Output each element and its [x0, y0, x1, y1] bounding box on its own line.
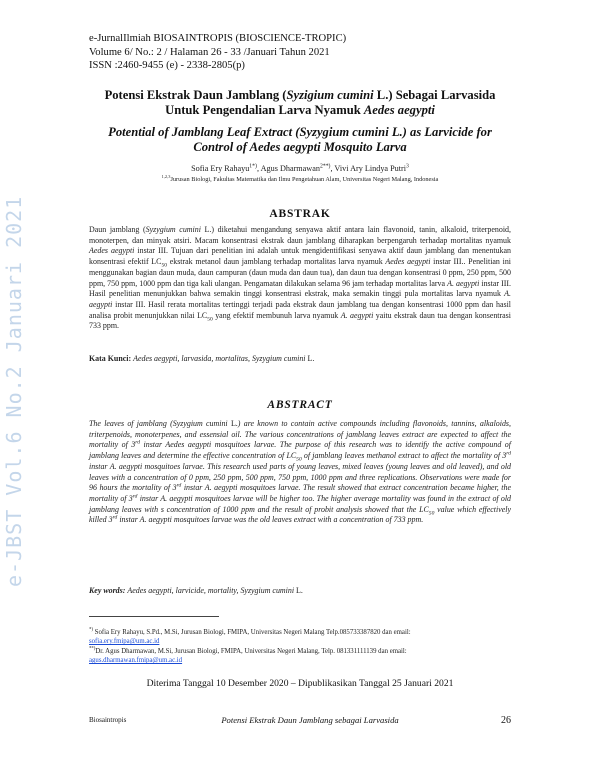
author-2-mark: 2**)	[319, 163, 331, 170]
author-1-mark: 1*)	[249, 163, 257, 170]
journal-header-line2: Volume 6/ No.: 2 / Halaman 26 - 33 /Januari Tahun 2021	[89, 46, 330, 58]
footnote-divider	[89, 616, 219, 617]
footnote-1-mark: *)	[89, 627, 93, 633]
title-id-mosquito: Aedes aegypti	[363, 103, 435, 117]
footer-page-number: 26	[501, 715, 511, 726]
footer-journal-name: Biosaintropis	[89, 716, 127, 724]
abstrak-keywords: Kata Kunci: Aedes aegypti, larvasida, mortalitas, Syzygium cumini L.	[89, 354, 315, 363]
title-id-species: Syzigium cumini	[286, 88, 374, 102]
abstract-keywords: Key words: Aedes aegypti, larvicide, mortality, Syzygium cumini L.	[89, 586, 303, 595]
footnote-2	[89, 647, 511, 665]
side-watermark: e-JBST Vol.6 No.2 Januari 2021	[2, 195, 26, 587]
author-3: Vivi Ary Lindya Putri	[334, 164, 407, 173]
title-en-line2: Control of Aedes aegypti Mosquito Larva	[193, 140, 407, 154]
author-list: Sofia Ery Rahayu$^{1*)}$, Agus Dharmawan$^{2**)}$, Vivi Ary Lindya Putri$^3$	[191, 163, 409, 173]
affiliation-text: Jurusan Biologi, Fakultas Matematika dan Ilmu Pengetahuan Alam, Universitas Negeri Malang, Indonesia	[170, 176, 439, 183]
received-published-dates: Diterima Tanggal 10 Desember 2020 – Dipublikasikan Tanggal 25 Januari 2021	[146, 678, 454, 689]
journal-header	[89, 32, 346, 73]
abstract-text: The leaves of jamblang (Syzygium cumini L.) are known to contain active compounds including flavonoids, tannins, alkaloids, triterpenoids, monoterpenes, and essensial oil. The various concentrations of jamblang leaves extract are expected to affect the mortality of 3rd instar Aedes aegypti mosquitoes larvae. The purpose of this research was to identify the active compound of jamblang leaves and determine the effective concentration of $LC_{50}$ of jamblang leaves methanol extract to affect the mortality of 3rd instar A. aegypti mosquitoes larvae. This research used parts of young leaves, mixed leaves (young leaves and old leaved), and old leaves with a concentration of 0 ppm, 250 ppm, 500 ppm, 750 ppm, 1000 ppm and three replications. Observations were made for 96 hours the mortality of 3rd instar A. aegypti mosquitoes larvae. The result showed that extract concentration became higher, the mortality of 3rd instar A. aegypti mosquitoes larvae will be higher too. The higher average mortality was found in the extract of old jamblang leaves with s concentration of 1000 ppm and the result of probit analysis showed that the $LC_{50}$ value which effectively killed 3rd instar A. aegypti mosquitoes larvae was the old leaves extract with a concentration of 733 ppm.	[89, 419, 512, 525]
affiliation-mark: 1,2,3	[161, 173, 171, 179]
footnote-2-text: Dr. Agus Dharmawan, M.Si, Jurusan Biologi, FMIPA, Universitas Negeri Malang, Telp. 081331111139 dan email:	[95, 648, 407, 655]
journal-header-line1: e-JurnalIlmiah BIOSAINTROPIS (BIOSCIENCE-TROPIC)	[89, 33, 347, 44]
footer-running-title: Potensi Ekstrak Daun Jamblang sebagai Larvasida	[221, 715, 399, 725]
title-id-part2: L.) Sebagai Larvasida	[373, 88, 496, 102]
title-indonesian	[89, 88, 511, 118]
author-2: Agus Dharmawan	[260, 164, 320, 173]
journal-header-line3: ISSN :2460-9455 (e) - 2338-2805(p)	[89, 60, 245, 72]
footnote-1-email-link[interactable]: sofia.ery.fmipa@um.ac.id	[89, 638, 160, 646]
author-3-mark: 3	[406, 163, 409, 170]
title-english	[89, 125, 511, 155]
title-id-part3: Untuk Pengendalian Larva Nyamuk	[165, 103, 364, 117]
title-id-part1: Potensi Ekstrak Daun Jamblang (	[104, 88, 287, 102]
abstract-heading: ABSTRACT	[267, 399, 333, 411]
abstrak-text: Daun jamblang (Syzygium cumini L.) diketahui mengandung senyawa aktif antara lain flavonoid, tanin, alkaloid, triterpenoid, monoterpen, dan minyak atsiri. Macam konsentrasi ekstrak daun jamblang diharapkan berpengaruh terhadap mortalitas nyamuk Aedes aegypti instar III. Tujuan dari penelitian ini adalah untuk mengidentifikasi senyawa aktif daun jamblang dan menentukan konsentrasi efektif $LC_{50}$ ekstrak metanol daun jamblang terhadap mortalitas larva nyamuk Aedes aegypti instar III.. Penelitian ini menggunakan bagian daun muda, daun campuran (daun muda dan daun tua), dan daun tua dengan konsentrasi 0 ppm, 250 ppm, 500 ppm, 750 ppm, 1000 ppm dan tiga kali ulangan. Pengamatan dilakukan selama 96 jam terhadap mortalitas larva A. aegypti instar III. Hasil penelitian menunjukkan bahwa semakin tinggi konsentrasi ekstrak, maka semakin tinggi pula mortalitas larva nyamuk A. aegypti instar III. Hasil rerata mortalitas tertinggi terjadi pada ekstrak daun jamblang tua dengan konsentrasi 1000 ppm dan hasil analisa probit menunjukkan nilai $LC_{50}$ yang efektif membunuh larva nyamuk A. aegypti yaitu ekstrak daun tua dengan konsentrasi 733 ppm.	[89, 225, 511, 331]
footnote-1	[89, 628, 511, 646]
footnote-1-text: Sofia Ery Rahayu, S.Pd., M.Si, Jurusan Biologi, FMIPA, Universitas Negeri Malang Telp.085733387820 dan email:	[94, 629, 411, 636]
abstrak-heading: ABSTRAK	[269, 208, 331, 220]
affiliation	[89, 173, 511, 183]
footnote-2-email-link[interactable]: agus.dharmawan.fmipa@um.ac.id	[89, 657, 183, 665]
footnote-2-mark: **)	[89, 646, 96, 652]
author-1: Sofia Ery Rahayu	[191, 164, 250, 173]
title-en-line1: Potential of Jamblang Leaf Extract (Syzygium cumini L.) as Larvicide for	[108, 125, 492, 139]
